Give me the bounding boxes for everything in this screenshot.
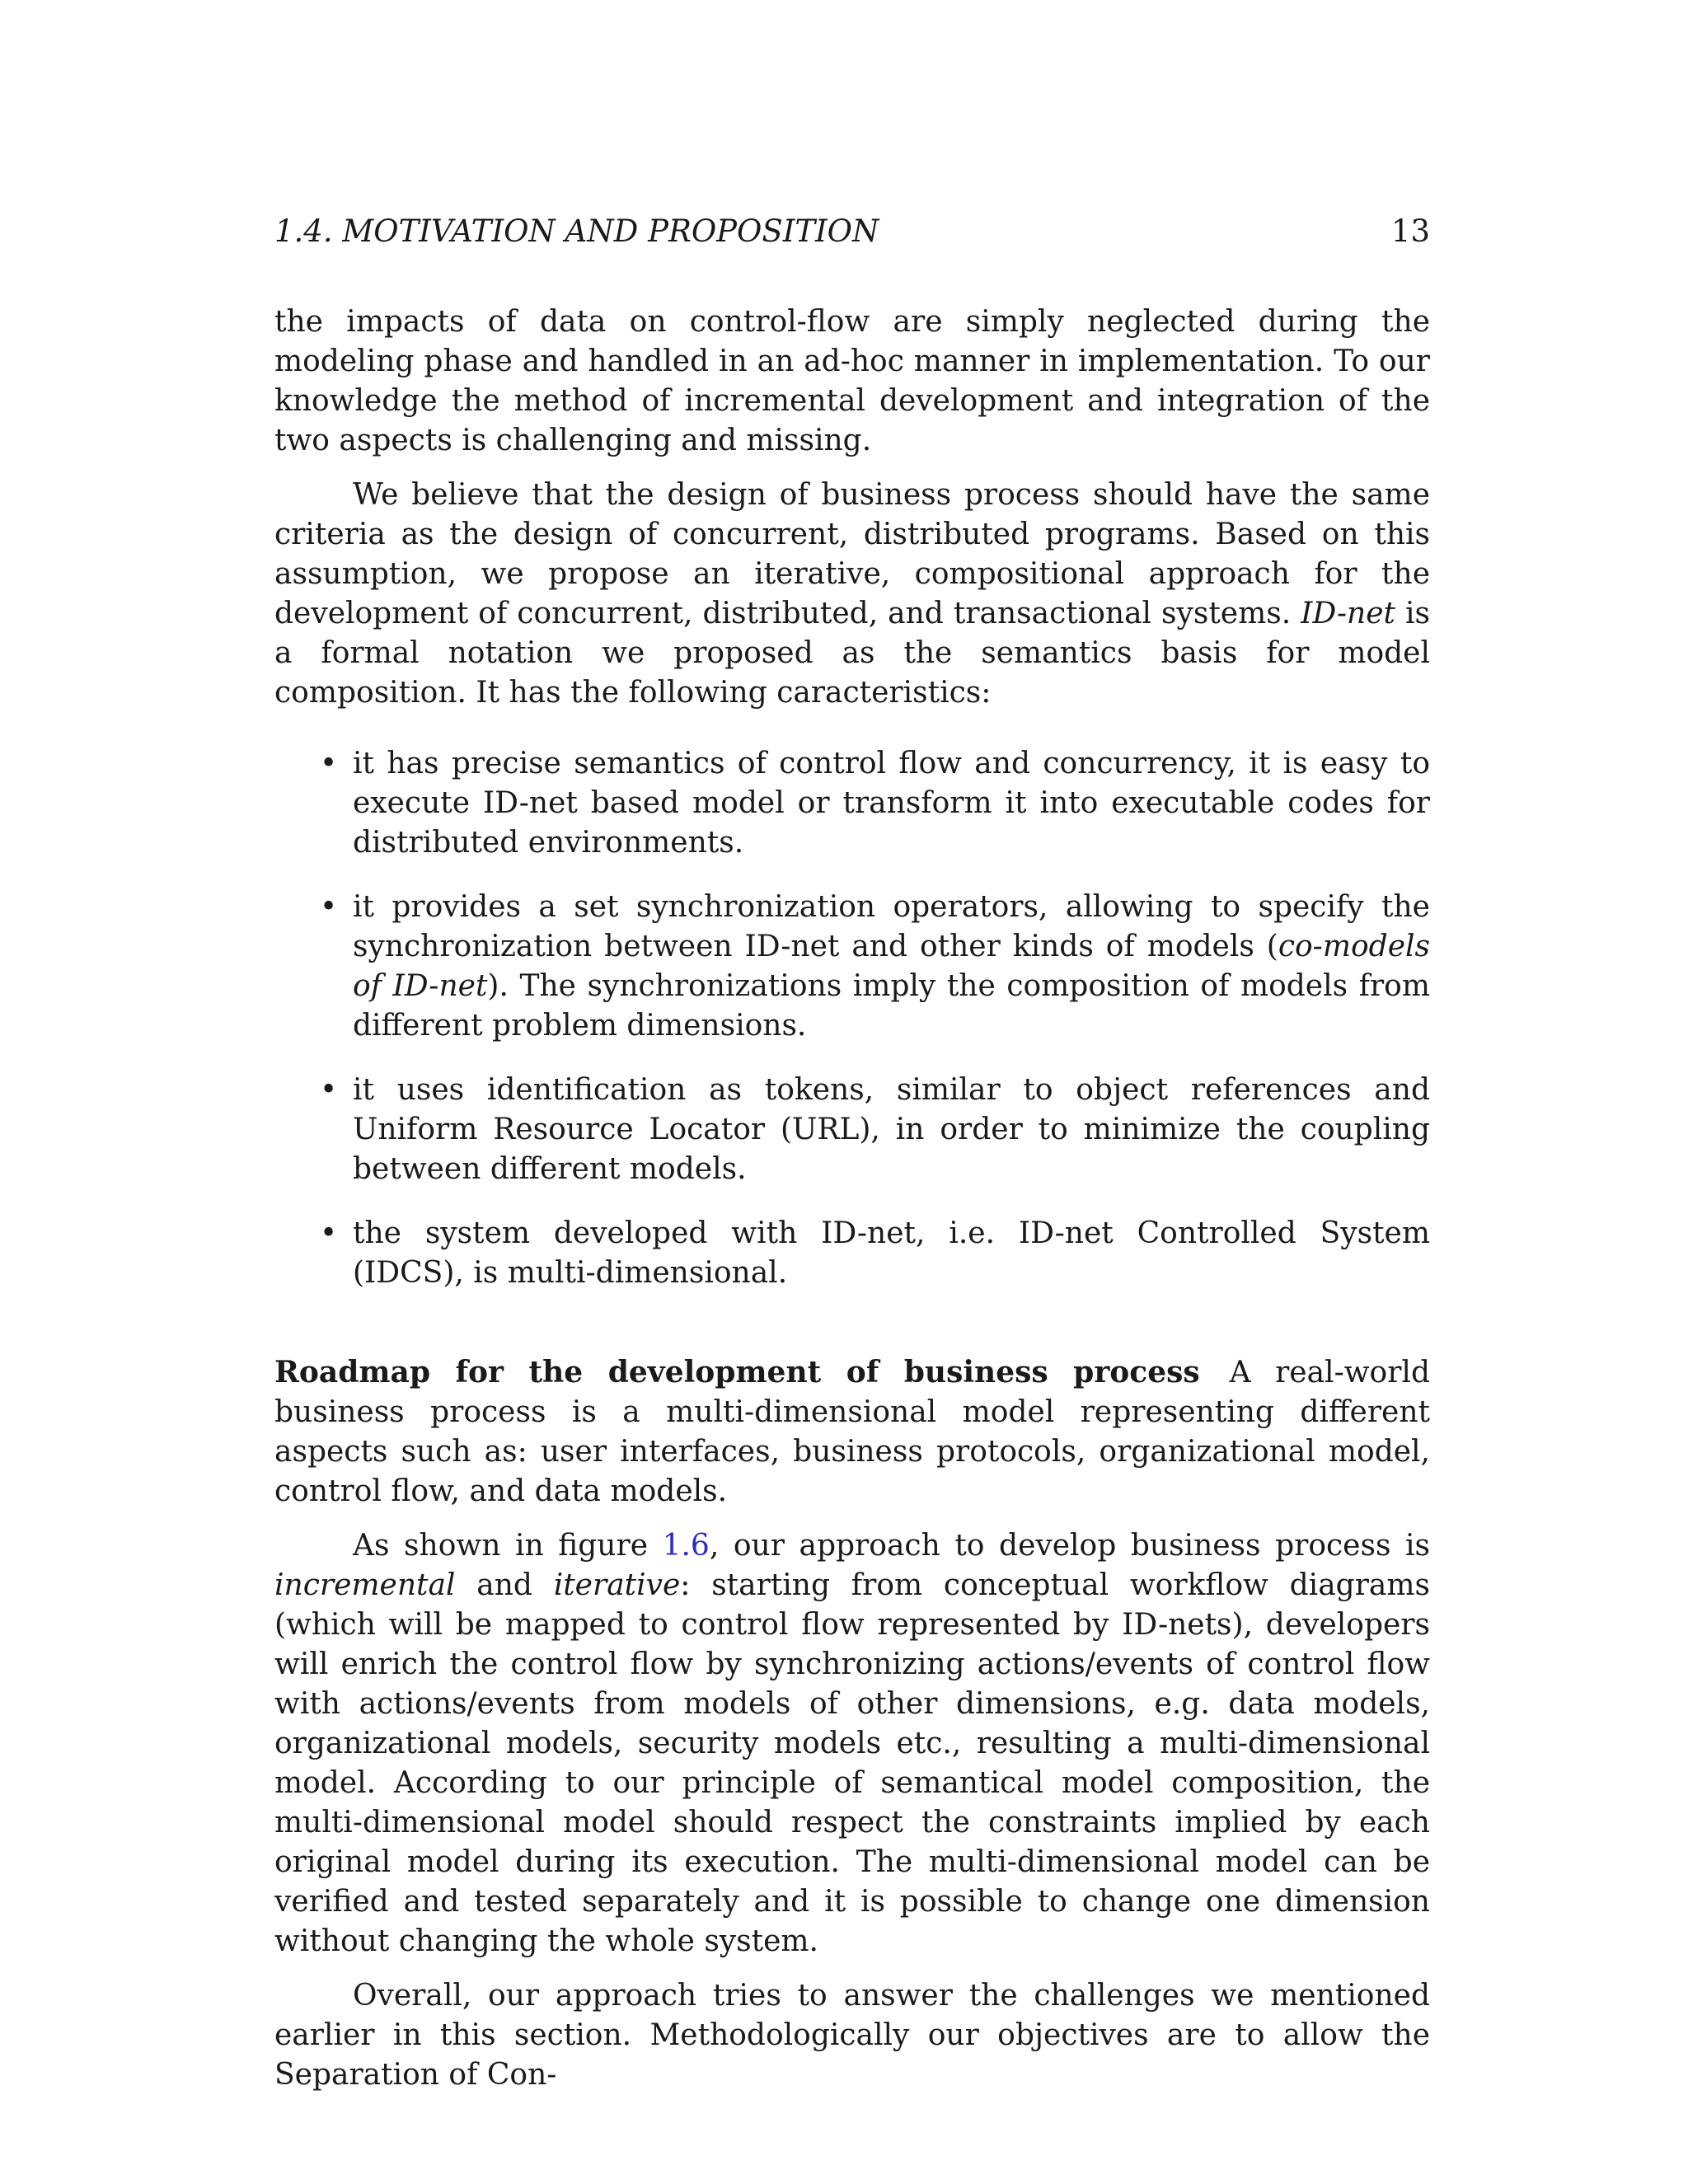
- list-item: [320, 744, 1430, 863]
- section-title: 1.4. MOTIVATION AND PROPOSITION: [274, 213, 879, 249]
- iterative-term: iterative: [553, 1568, 681, 1602]
- bullet-icon: •: [320, 890, 338, 924]
- figure-reference-link[interactable]: 1.6: [662, 1529, 710, 1563]
- list-item-text: it uses identification as tokens, similar to object references and Uniform Resource Locator (URL), in order to minimize the coupling between different models.: [353, 1073, 1430, 1186]
- paragraph-4-text-b: , our approach to develop business process is: [709, 1529, 1430, 1563]
- list-item: [320, 1071, 1430, 1189]
- bullet-icon: •: [320, 1216, 338, 1250]
- co-models-term: co-models of ID-net: [353, 930, 1430, 1003]
- list-item-text-b: ). The synchronizations imply the composition of models from different problem dimensions.: [353, 969, 1430, 1043]
- paragraph-2-text-a: We believe that the design of business process should have the same criteria as the design of concurrent, distributed programs. Based on this assumption, we propose an iterative, compositional approach for the development of concurrent, distributed, and transactional systems.: [274, 478, 1430, 630]
- paragraph-2-text-b: is a formal notation we proposed as the semantics basis for model composition. It has the following caracteristics:: [274, 597, 1430, 710]
- bullet-icon: •: [320, 747, 338, 780]
- paragraph-4-text-c: and: [455, 1568, 554, 1602]
- list-item-text: it has precise semantics of control flow and concurrency, it is easy to execute ID-net based model or transform it into executable codes for distributed environments.: [353, 747, 1430, 860]
- running-head: [274, 210, 1430, 253]
- id-net-term: ID-net: [1301, 597, 1396, 630]
- list-item: [320, 888, 1430, 1046]
- page: [274, 210, 1430, 2095]
- paragraph-4: [274, 1526, 1430, 1961]
- paragraph-2: [274, 476, 1430, 713]
- list-item-text-a: it provides a set synchronization operators, allowing to specify the synchronization between ID-net and other kinds of models (: [353, 890, 1430, 963]
- paragraph-4-text-a: As shown in figure: [353, 1529, 663, 1563]
- roadmap-paragraph: [274, 1352, 1430, 1511]
- paragraph-1: the impacts of data on control-flow are simply neglected during the modeling phase and handled in an ad-hoc manner in implementation. To our knowledge the method of incremental development and integration of the two aspects is challenging and missing.: [274, 305, 1430, 457]
- paragraph-4-text-d: : starting from conceptual workflow diagrams (which will be mapped to control flow represented by ID-nets), developers will enrich the control flow by synchronizing actions/events of control flow with actions/events from models of other dimensions, e.g. data models, organizational models, security models etc., resulting a multi-dimensional model. According to our principle of semantical model composition, the multi-dimensional model should respect the constraints implied by each original model during its execution. The multi-dimensional model can be verified and tested separately and it is possible to change one dimension without changing the whole system.: [274, 1568, 1430, 1958]
- roadmap-text: A real-world business process is a multi-dimensional model representing different aspects such as: user interfaces, business protocols, organizational model, control flow, and data models.: [274, 1356, 1430, 1508]
- list-item-text: the system developed with ID-net, i.e. ID-net Controlled System (IDCS), is multi-dimensional.: [353, 1216, 1430, 1290]
- list-item: [320, 1214, 1430, 1293]
- characteristics-list: [274, 744, 1430, 1293]
- page-number: 13: [1390, 213, 1430, 249]
- bullet-icon: •: [320, 1073, 338, 1107]
- roadmap-heading: Roadmap for the development of business process: [274, 1355, 1200, 1390]
- paragraph-5: Overall, our approach tries to answer the challenges we mentioned earlier in this section. Methodologically our objectives are to allow the Separation of Con-: [274, 1979, 1430, 2092]
- incremental-term: incremental: [274, 1568, 456, 1602]
